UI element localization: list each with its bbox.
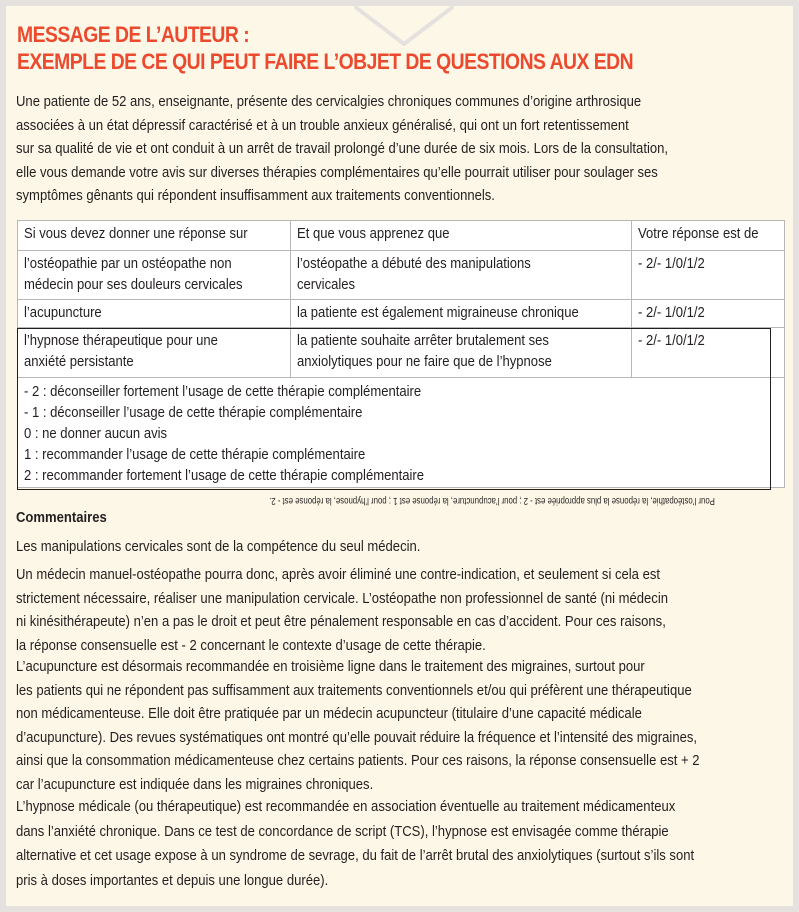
- comment-line: L’hypnose médicale (ou thérapeutique) est recommandée en association éventuelle au traitement médicamenteux: [16, 798, 676, 815]
- response-legend: [24, 381, 424, 486]
- comment-line: car l’acupuncture est indiquée dans les migraines chroniques.: [16, 775, 374, 793]
- legend-item: 1 : recommander l’usage de cette thérapie complémentaire: [24, 446, 366, 463]
- row-info: anxiolytiques pour ne faire que de l’hypnose: [297, 353, 552, 370]
- row-subject: l’ostéopathie par un ostéopathe non: [24, 255, 232, 272]
- inverted-answer-key: Pour l’ostéopathie, la réponse la plus appropriée est - 2 ; pour l’acupuncture, la réponse est 1 ; pour l’hypnose, la réponse est - 2.: [269, 495, 715, 506]
- intro-line: associées à un état dépressif caractérisé et à un trouble anxieux généralisé, qui ont un fort retentissement: [16, 116, 629, 134]
- column-header: Votre réponse est de: [637, 225, 759, 242]
- table-header-row: [18, 221, 785, 251]
- intro-line: sur sa qualité de vie et ont conduit à un arrêt de travail prolongé d’une durée de six mois. Lors de la consultation,: [16, 140, 669, 157]
- comment-line: Un médecin manuel-ostéopathe pourra donc, après avoir éliminé une contre-indication, et seulement si cela est: [16, 566, 660, 583]
- comment-paragraph-4: [16, 795, 694, 893]
- comment-paragraph-1: [16, 535, 420, 559]
- title-line-1: MESSAGE DE L’AUTEUR :: [17, 22, 250, 47]
- comment-line: pris à doses importantes et depuis une longue durée).: [16, 871, 329, 889]
- comment-line: d’acupuncture). Des revues systématiques ont montré qu’elle pouvait réduire la fréquence et l’intensité des migraines,: [16, 728, 698, 746]
- legend-item: 0 : ne donner aucun avis: [24, 425, 168, 442]
- response-scale[interactable]: - 2/- 1/0/1/2: [637, 255, 705, 272]
- comment-line: Les manipulations cervicales sont de la compétence du seul médecin.: [16, 538, 421, 555]
- table-row: [18, 251, 785, 300]
- legend-item: - 2 : déconseiller fortement l’usage de cette thérapie complémentaire: [24, 383, 422, 400]
- case-intro-paragraph: [16, 90, 668, 208]
- column-header: Et que vous apprenez que: [297, 225, 450, 242]
- response-scale[interactable]: - 2/- 1/0/1/2: [637, 332, 705, 349]
- row-subject: l’acupuncture: [24, 304, 102, 321]
- page-title: [17, 21, 633, 75]
- intro-line: symptômes gênants qui répondent insuffisamment aux traitements conventionnels.: [16, 187, 495, 204]
- legend-item: 2 : recommander fortement l’usage de cette thérapie complémentaire: [24, 467, 425, 484]
- comment-line: ni kinésithérapeute) n’en a pas le droit et peut être pénalement responsable en cas d’accident. Pour ces raisons,: [16, 613, 666, 630]
- comment-line: dans l’anxiété chronique. Dans ce test de concordance de script (TCS), l’hypnose est envisagée comme thérapie: [16, 822, 669, 840]
- row-info: la patiente souhaite arrêter brutalement ses: [297, 332, 549, 349]
- row-info: l’ostéopathe a débuté des manipulations: [297, 255, 531, 272]
- row-info: la patiente est également migraineuse chronique: [297, 304, 579, 321]
- comment-line: L’acupuncture est désormais recommandée en troisième ligne dans le traitement des migraines, surtout pour: [16, 658, 645, 675]
- comment-line: la réponse consensuelle est - 2 concernant le contexte d’usage de cette thérapie.: [16, 636, 486, 654]
- title-line-2: EXEMPLE DE CE QUI PEUT FAIRE L’OBJET DE QUESTIONS AUX EDN: [17, 49, 634, 74]
- table-row: [18, 300, 785, 328]
- row-subject: l’hypnose thérapeutique pour une: [24, 332, 218, 349]
- row-subject: médecin pour ses douleurs cervicales: [24, 276, 243, 293]
- response-scale[interactable]: - 2/- 1/0/1/2: [637, 304, 705, 321]
- comments-heading: Commentaires: [16, 509, 107, 526]
- comment-line: ainsi que la consommation médicamenteuse chez certains patients. Pour ces raisons, la réponse consensuelle est + 2: [16, 752, 700, 769]
- comment-paragraph-3: [16, 655, 700, 796]
- comment-line: les patients qui ne répondent pas suffisamment aux traitements conventionnels et/ou qui préfèrent une thérapeutique: [16, 681, 692, 699]
- table-row: [18, 328, 785, 378]
- comment-line: alternative et cet usage expose à un syndrome de sevrage, du fait de l’arrêt brutal des anxiolytiques (surtout s’ils sont: [16, 847, 695, 864]
- legend-item: - 1 : déconseiller l’usage de cette thérapie complémentaire: [24, 404, 363, 421]
- comment-line: non médicamenteuse. Elle doit être pratiquée par un médecin acupuncteur (titulaire d’une capacité médicale: [16, 705, 642, 722]
- comment-paragraph-2: [16, 563, 668, 657]
- column-header: Si vous devez donner une réponse sur: [24, 225, 248, 242]
- intro-line: Une patiente de 52 ans, enseignante, présente des cervicalgies chroniques communes d’origine arthrosique: [16, 93, 642, 110]
- row-info: cervicales: [297, 276, 356, 293]
- intro-line: elle vous demande votre avis sur diverses thérapies complémentaires qu’elle pourrait utiliser pour soulager ses: [16, 163, 658, 181]
- row-subject: anxiété persistante: [24, 353, 134, 370]
- comment-line: strictement nécessaire, réaliser une manipulation cervicale. L’ostéopathe non professionnel de santé (ni médecin: [16, 589, 668, 607]
